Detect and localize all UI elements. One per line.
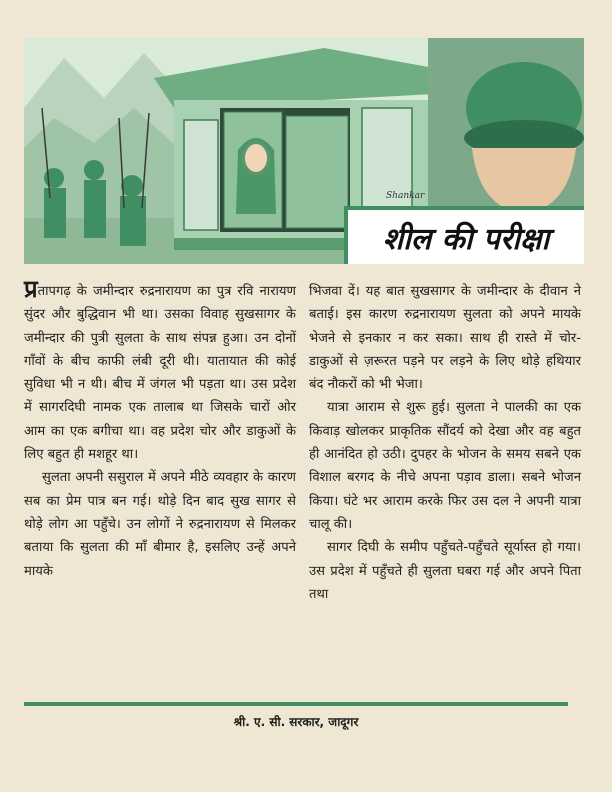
- story-paragraph: सागर दिघी के समीप पहुँचते-पहुँचते सूर्यास्त हो गया। उस प्रदेश में पहुँचते ही सुलता घबरा गई और अपने पिता तथा: [309, 540, 581, 602]
- right-text-column: [309, 280, 581, 606]
- story-paragraph: सुलता अपनी ससुराल में अपने मीठे व्यवहार के कारण सब का प्रेम पात्र बन गई। थोड़े दिन बाद सुख सागर से थोड़े लोग आ पहुँचे। उन लोगों ने रुद्रनारायण से मिलकर बताया कि सुलता की माँ बीमार है, इसलिए उन्हें अपने मायके: [24, 470, 296, 579]
- story-paragraph: [24, 275, 296, 466]
- paragraph-text: तापगढ़ के जमीन्दार रुद्रनारायण का पुत्र रवि नारायण सुंदर और बुद्धिवान भी था। उसका विवाह सुखसागर के जमीन्दार की पुत्री सुलता के साथ संपन्न हुआ। उन दोनों गाँवों के बीच काफी लंबी दूरी थी। यातायात की कोई सुविधा भी न थी। बीच में जंगल भी पड़ता था। उस प्रदेश में सागरदिघी नामक एक तालाब था जिसके चारों ओर आम का एक बगीचा था। वह प्रदेश चोर और डाकुओं के लिए बहुत ही मशहूर था।: [24, 284, 296, 463]
- sponsor-credit: श्री. ए. सी. सरकार, जादूगर: [233, 715, 359, 729]
- left-text-column: [24, 275, 296, 583]
- artist-signature: Shankar: [386, 191, 425, 201]
- story-paragraph: यात्रा आराम से शुरू हुई। सुलता ने पालकी का एक किवाड़ खोलकर प्राकृतिक सौंदर्य को देखा और वह बहुत ही आनंदित हो उठी। दुपहर के भोजन के समय सबने एक विशाल बरगद के नीचे अपना पड़ाव डाला। सबने भोजन किया। घंटे भर आराम करके फिर उस दल ने अपनी यात्रा चालू की।: [309, 400, 581, 532]
- story-title: शील की परीक्षा: [344, 206, 584, 264]
- dropcap-letter: प्र: [24, 275, 38, 303]
- bottom-divider: [24, 702, 568, 706]
- story-paragraph: भिजवा दें। यह बात सुखसागर के जमीन्दार के दीवान ने बताई। इस कारण रुद्रनारायण सुलता को अपने मायके भेजने से इनकार न कर सका। साथ ही रास्ते में चोर-डाकुओं से ज़रूरत पड़ने पर लड़ने के लिए थोड़े हथियार बंद नौकरों को भी भेजा।: [309, 284, 581, 393]
